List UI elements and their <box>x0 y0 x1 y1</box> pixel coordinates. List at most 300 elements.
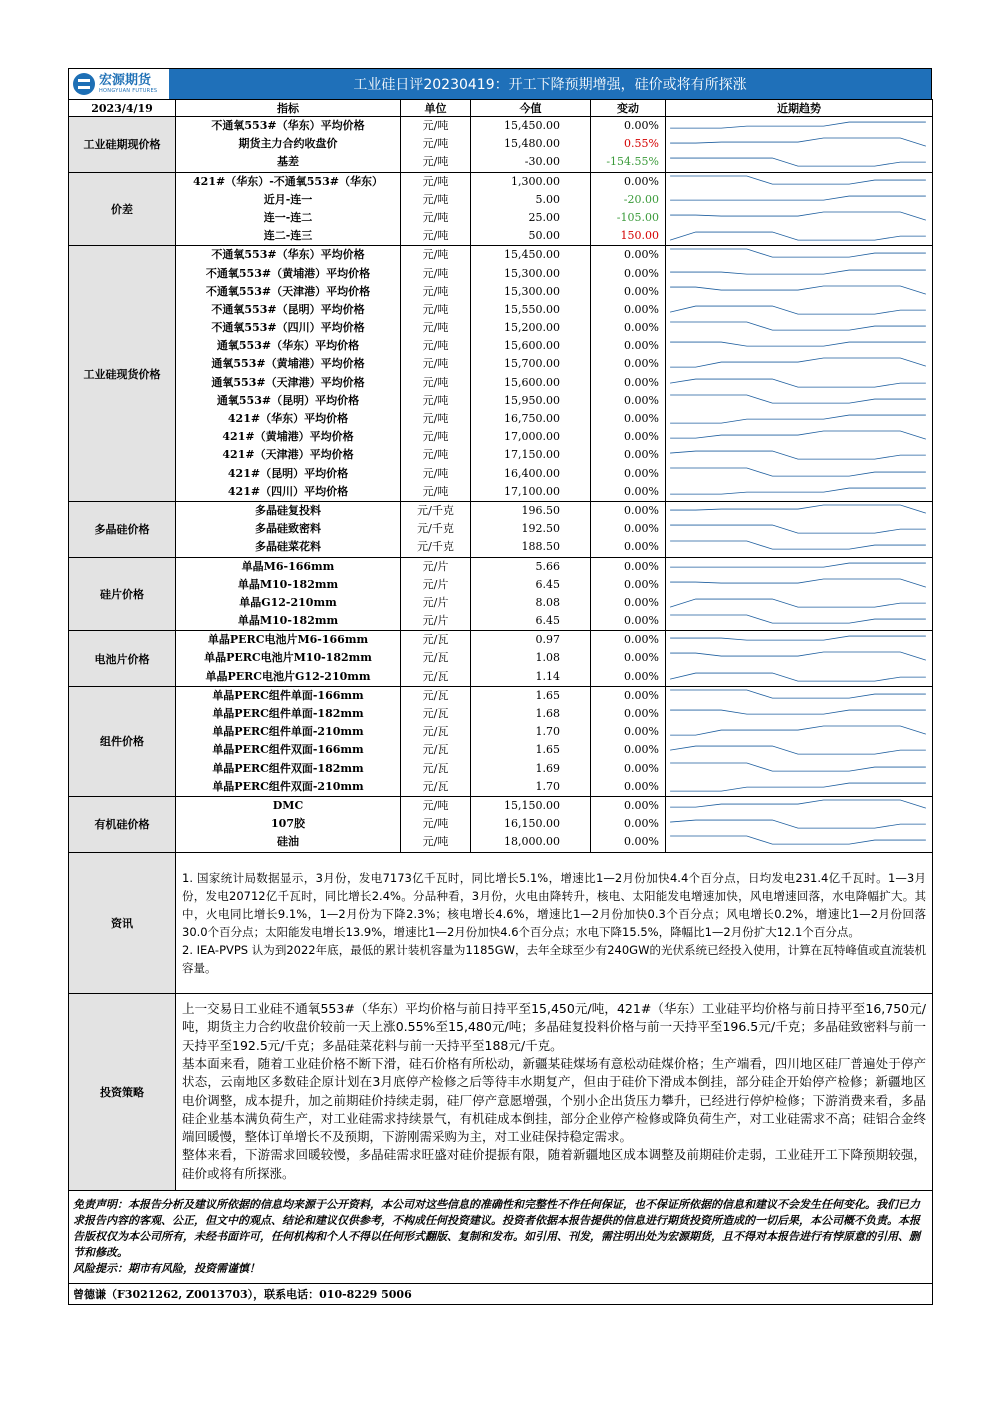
current-value: 50.00 <box>528 229 560 243</box>
trend-cell <box>666 392 932 410</box>
trend-sparkline <box>666 741 932 759</box>
section-changes <box>591 172 666 246</box>
trend-sparkline <box>666 576 932 594</box>
unit-label: 元/千克 <box>417 522 454 536</box>
trend-cell <box>666 538 932 556</box>
section-indicators <box>176 172 401 246</box>
trend-sparkline <box>666 778 932 796</box>
unit-label: 元/吨 <box>422 266 449 280</box>
change-value: 0.00% <box>624 633 659 647</box>
section-values <box>471 631 591 687</box>
change-value: 0.00% <box>624 577 659 591</box>
indicator-name: 单晶G12-210mm <box>239 595 337 609</box>
trend-cell <box>666 833 932 851</box>
indicator-name: 单晶M10-182mm <box>237 614 339 628</box>
trend-cell <box>666 135 932 153</box>
current-value: 15,600.00 <box>504 375 560 389</box>
trend-sparkline <box>666 538 932 556</box>
header-trend: 近期趋势 <box>666 100 933 117</box>
change-value: 0.00% <box>624 779 659 793</box>
section-values <box>471 557 591 631</box>
trend-sparkline <box>666 558 932 576</box>
trend-cell <box>666 594 932 612</box>
current-value: 15,300.00 <box>504 284 560 298</box>
trend-sparkline <box>666 374 932 392</box>
sparkline-path <box>670 615 926 623</box>
unit-label: 元/片 <box>422 559 449 573</box>
section-trends <box>666 501 933 557</box>
trend-cell <box>666 649 932 667</box>
sparkline-path <box>670 525 926 533</box>
indicator-name: 连二-连三 <box>263 229 313 243</box>
change-value: 0.00% <box>624 393 659 407</box>
section-indicators <box>176 557 401 631</box>
current-value: 1,300.00 <box>511 174 560 188</box>
header-value: 今值 <box>471 100 591 117</box>
sparkline-path <box>670 286 926 294</box>
current-value: 15,480.00 <box>504 137 560 151</box>
column-header-row <box>69 100 933 117</box>
change-value: 0.00% <box>624 375 659 389</box>
current-value: 15,450.00 <box>504 119 560 132</box>
change-value: 0.00% <box>624 448 659 462</box>
change-value: 0.00% <box>624 522 659 536</box>
current-value: 15,450.00 <box>504 248 560 262</box>
current-value: 18,000.00 <box>504 835 560 849</box>
indicator-name: 多晶硅致密料 <box>255 522 321 536</box>
unit-label: 元/吨 <box>422 119 449 132</box>
change-value: 0.00% <box>624 339 659 353</box>
indicator-name: 不通氧553#（天津港）平均价格 <box>205 284 371 298</box>
indicator-name: 单晶M6-166mm <box>241 559 335 573</box>
sparkline-path <box>670 636 926 640</box>
current-value: 16,150.00 <box>504 817 560 831</box>
trend-sparkline <box>666 392 932 410</box>
sparkline-path <box>670 395 926 403</box>
unit-label: 元/瓦 <box>422 779 449 793</box>
change-value: 0.00% <box>624 466 659 480</box>
trend-cell <box>666 631 932 649</box>
section-changes <box>591 501 666 557</box>
logo-text-en: HONGYUAN FUTURES <box>99 88 158 94</box>
unit-label: 元/吨 <box>422 798 449 812</box>
indicator-name: 通氧553#（黄埔港）平均价格 <box>211 357 365 371</box>
change-value: 0.00% <box>624 835 659 849</box>
unit-label: 元/吨 <box>422 155 449 169</box>
section-units <box>401 631 471 687</box>
current-value: 5.66 <box>535 559 560 573</box>
change-value: 0.00% <box>624 669 659 683</box>
section-indicators <box>176 631 401 687</box>
company-logo <box>69 69 169 99</box>
current-value: 1.70 <box>535 725 560 739</box>
section-values <box>471 117 591 173</box>
indicator-name: 单晶PERC组件双面-210mm <box>212 779 364 793</box>
section-values <box>471 172 591 246</box>
section-row <box>69 557 933 631</box>
change-value: 0.00% <box>624 761 659 775</box>
sparkline-path <box>670 232 926 240</box>
sparkline-path <box>670 652 926 660</box>
indicator-name: 421#（昆明）平均价格 <box>227 466 349 480</box>
change-value: 0.00% <box>624 302 659 316</box>
sparkline-path <box>670 212 926 220</box>
sparkline-path <box>670 673 926 681</box>
trend-cell <box>666 428 932 446</box>
unit-label: 元/吨 <box>422 210 449 224</box>
indicator-name: 通氧553#（天津港）平均价格 <box>211 375 365 389</box>
current-value: 15,200.00 <box>504 321 560 335</box>
trend-cell <box>666 483 932 501</box>
disclaimer-text: 免责声明：本报告分析及建议所依据的信息均来源于公开资料，本公司对这些信息的准确性和完整性不作任何保证，也不保证所依据的信息和建议不会发生任何变化。我们已力求报告内容的客观、公正，但文中的观点、结论和建议仅供参考，不构成任何投资建议。投资者依据本报告提供的信息进行期货投资所造成的一切后果，本公司概不负责。本报告版权仅为本公司所有，未经书面许可，任何机构和个人不得以任何形式翻版、复制和发布。如引用、刊发，需注明出处为宏源期货，且不得对本报告进行有悖原意的引用、删节和修改。 <box>73 1197 920 1259</box>
current-value: 1.14 <box>535 669 560 683</box>
trend-cell <box>666 723 932 741</box>
news-paragraph: 2. IEA-PVPS 认为到2022年底，最低的累计装机容量为1185GW，去年全球至少有240GW的光伏系统已经投入使用，计算在瓦特峰值或直流装机容量。 <box>182 942 926 975</box>
unit-label: 元/吨 <box>422 430 449 444</box>
section-row <box>69 796 933 852</box>
trend-sparkline <box>666 301 932 319</box>
sparkline-path <box>670 563 926 567</box>
change-value: 0.00% <box>624 503 659 517</box>
sparkline-path <box>670 505 926 513</box>
unit-label: 元/片 <box>422 577 449 591</box>
section-trends <box>666 631 933 687</box>
strategy-paragraph: 整体来看，下游需求回暖较慢，多晶硅需求旺盛对硅价提振有限，随着新疆地区成本调整及前期硅价走弱，工业硅开工下降预期较强，硅价或将有所探涨。 <box>182 1147 926 1181</box>
indicator-name: 多晶硅复投料 <box>255 503 321 517</box>
sparkline-path <box>670 541 926 549</box>
trend-sparkline <box>666 355 932 373</box>
sparkline-path <box>670 746 926 754</box>
risk-warning: 风险提示：期市有风险，投资需谨慎！ <box>73 1261 260 1275</box>
change-value: 0.00% <box>624 321 659 335</box>
current-value: 17,100.00 <box>504 484 560 498</box>
section-units <box>401 117 471 173</box>
current-value: 1.70 <box>535 779 560 793</box>
current-value: 1.68 <box>535 707 560 720</box>
current-value: 192.50 <box>521 522 560 536</box>
unit-label: 元/吨 <box>422 229 449 243</box>
header-indicator: 指标 <box>176 100 401 117</box>
report-title: 工业硅日评20230419：开工下降预期增强，硅价或将有所探涨 <box>169 69 931 99</box>
change-value: 0.00% <box>624 743 659 757</box>
sparkline-path <box>670 270 926 274</box>
section-values <box>471 686 591 796</box>
sparkline-path <box>670 358 926 367</box>
trend-sparkline <box>666 687 932 705</box>
section-changes <box>591 246 666 502</box>
section-units <box>401 557 471 631</box>
indicator-name: 连一-连二 <box>263 210 313 224</box>
trend-cell <box>666 576 932 594</box>
unit-label: 元/吨 <box>422 466 449 480</box>
trend-cell <box>666 760 932 778</box>
trend-cell <box>666 337 932 355</box>
sparkline-path <box>670 488 926 494</box>
trend-sparkline <box>666 410 932 428</box>
trend-cell <box>666 374 932 392</box>
section-indicators <box>176 117 401 173</box>
current-value: 17,150.00 <box>504 448 560 462</box>
sparkline-path <box>670 451 926 459</box>
trend-sparkline <box>666 153 932 171</box>
trend-sparkline <box>666 631 932 649</box>
trend-cell <box>666 558 932 576</box>
disclaimer-row <box>69 1190 933 1283</box>
sparkline-path <box>670 322 926 330</box>
section-category: 工业硅期现价格 <box>69 117 176 173</box>
report-header <box>68 68 932 99</box>
indicator-name: 不通氧553#（昆明）平均价格 <box>211 302 365 316</box>
change-value: 0.00% <box>624 559 659 573</box>
trend-cell <box>666 301 932 319</box>
strategy-paragraph: 基本面来看，随着工业硅价格不断下滑，硅石价格有所松动，新疆某硅煤场有意松动硅煤价格；生产端看，四川地区硅厂普遍处于停产状态，云南地区多数硅企原计划在3月底停产检修之后等待丰水期复产，但由于硅价下滑成本倒挂，部分硅企开始停产检修；新疆地区电价调整，成本提升，加之前期硅价持续走弱，硅厂停产意愿增强，个别小企出货压力攀升，已经进行停炉检修；下游消费来看，多晶硅企业基本满负荷生产，对工业硅需求持续景气，有机硅成本倒挂，部分企业停产检修或降负荷生产，对工业硅需求不高；硅铝合金终端回暖慢，整体订单增长不及预期，下游刚需采购为主，对工业硅保持稳定需求。 <box>182 1055 926 1145</box>
section-changes <box>591 631 666 687</box>
unit-label: 元/吨 <box>422 284 449 298</box>
section-changes <box>591 796 666 852</box>
change-value: -154.55% <box>606 155 659 169</box>
change-value: 0.00% <box>624 119 659 132</box>
current-value: 8.08 <box>535 595 560 609</box>
section-indicators <box>176 796 401 852</box>
trend-cell <box>666 797 932 815</box>
trend-cell <box>666 668 932 686</box>
current-value: 0.97 <box>535 633 560 647</box>
unit-label: 元/瓦 <box>422 725 449 739</box>
change-value: 0.00% <box>624 798 659 812</box>
unit-label: 元/千克 <box>417 503 454 517</box>
indicator-name: 多晶硅菜花料 <box>255 540 321 554</box>
section-trends <box>666 557 933 631</box>
trend-cell <box>666 227 932 245</box>
unit-label: 元/吨 <box>422 817 449 831</box>
sparkline-path <box>670 138 926 146</box>
section-row <box>69 501 933 557</box>
trend-sparkline <box>666 209 932 227</box>
trend-sparkline <box>666 833 932 851</box>
sparkline-path <box>670 783 926 791</box>
unit-label: 元/吨 <box>422 192 449 206</box>
section-trends <box>666 246 933 502</box>
logo-text-cn: 宏源期货 <box>99 73 152 88</box>
contact-info: 曾德谦（F3021262, Z0013703），联系电话：010-8229 5006 <box>69 1283 933 1304</box>
trend-sparkline <box>666 446 932 464</box>
trend-cell <box>666 117 932 135</box>
unit-label: 元/吨 <box>422 137 449 151</box>
trend-cell <box>666 612 932 630</box>
change-value: 0.00% <box>624 595 659 609</box>
indicator-name: 近月-连一 <box>263 192 313 206</box>
trend-sparkline <box>666 612 932 630</box>
indicator-name: 421#（华东）平均价格 <box>227 412 349 425</box>
trend-sparkline <box>666 815 932 833</box>
sparkline-path <box>670 122 926 128</box>
current-value: 15,700.00 <box>504 357 560 371</box>
trend-cell <box>666 815 932 833</box>
section-units <box>401 686 471 796</box>
trend-sparkline <box>666 668 932 686</box>
unit-label: 元/瓦 <box>422 761 449 775</box>
change-value: -20.00 <box>623 192 659 206</box>
change-value: 0.00% <box>624 284 659 298</box>
indicator-name: DMC <box>272 798 304 812</box>
indicator-name: 单晶M10-182mm <box>237 577 339 591</box>
trend-cell <box>666 502 932 520</box>
indicator-name: 单晶PERC组件双面-166mm <box>212 743 364 757</box>
change-value: 0.00% <box>624 817 659 831</box>
sparkline-path <box>670 726 926 735</box>
trend-sparkline <box>666 135 932 153</box>
trend-cell <box>666 191 932 209</box>
change-value: 0.00% <box>624 725 659 739</box>
trend-sparkline <box>666 246 932 264</box>
sparkline-path <box>670 431 926 439</box>
unit-label: 元/吨 <box>422 248 449 262</box>
trend-sparkline <box>666 191 932 209</box>
trend-cell <box>666 446 932 464</box>
indicator-name: 基差 <box>277 155 299 169</box>
section-row <box>69 686 933 796</box>
sparkline-path <box>670 836 926 844</box>
current-value: 15,300.00 <box>504 266 560 280</box>
section-category: 有机硅价格 <box>69 796 176 852</box>
section-trends <box>666 796 933 852</box>
trend-sparkline <box>666 283 932 301</box>
section-trends <box>666 117 933 173</box>
indicator-name: 单晶PERC电池片G12-210mm <box>205 669 371 683</box>
sparkline-path <box>670 196 926 200</box>
trend-sparkline <box>666 594 932 612</box>
daily-report <box>68 68 932 1305</box>
current-value: 196.50 <box>521 503 560 517</box>
section-row <box>69 631 933 687</box>
contact-row <box>69 1283 933 1304</box>
indicator-name: 单晶PERC组件单面-166mm <box>212 688 364 702</box>
trend-cell <box>666 465 932 483</box>
section-values <box>471 501 591 557</box>
current-value: 16,750.00 <box>504 412 560 425</box>
change-value: 0.00% <box>624 412 659 425</box>
current-value: 1.69 <box>535 761 560 775</box>
trend-sparkline <box>666 428 932 446</box>
trend-sparkline <box>666 520 932 538</box>
current-value: -30.00 <box>524 155 560 169</box>
unit-label: 元/片 <box>422 614 449 628</box>
section-row <box>69 117 933 173</box>
unit-label: 元/瓦 <box>422 669 449 683</box>
unit-label: 元/吨 <box>422 302 449 316</box>
current-value: 16,400.00 <box>504 466 560 480</box>
indicator-name: 107胶 <box>271 817 305 831</box>
header-unit: 单位 <box>401 100 471 117</box>
change-value: 0.00% <box>624 357 659 371</box>
change-value: 0.00% <box>624 484 659 498</box>
change-value: 0.00% <box>624 174 659 188</box>
indicator-name: 硅油 <box>277 835 299 849</box>
section-changes <box>591 686 666 796</box>
trend-cell <box>666 705 932 723</box>
change-value: 0.00% <box>624 707 659 720</box>
change-value: 0.00% <box>624 248 659 262</box>
change-value: 0.00% <box>624 688 659 702</box>
section-units <box>401 172 471 246</box>
strategy-label: 投资策略 <box>69 993 176 1190</box>
indicator-name: 单晶PERC组件单面-182mm <box>212 707 364 720</box>
trend-sparkline <box>666 705 932 723</box>
change-value: 0.00% <box>624 540 659 554</box>
trend-cell <box>666 319 932 337</box>
section-units <box>401 796 471 852</box>
trend-sparkline <box>666 265 932 283</box>
trend-sparkline <box>666 760 932 778</box>
news-row <box>69 852 933 993</box>
disclaimer <box>69 1190 933 1283</box>
sparkline-path <box>670 306 926 314</box>
strategy-paragraph: 上一交易日工业硅不通氧553#（华东）平均价格与前日持平至15,450元/吨，421#（华东）工业硅平均价格与前日持平至16,750元/吨，期货主力合约收盘价较前一天上涨0.55%至15,480元/吨；多晶硅复投料价格与前一天持平至196.5元/千克；多晶硅致密料与前一天持平至192.5元/千克；多晶硅菜花料与前一天持平至188元/千克。 <box>182 1001 926 1053</box>
sparkline-path <box>670 249 926 257</box>
sparkline-path <box>670 820 926 828</box>
unit-label: 元/瓦 <box>422 651 449 665</box>
section-category: 多晶硅价格 <box>69 501 176 557</box>
section-indicators <box>176 501 401 557</box>
current-value: 15,950.00 <box>504 393 560 407</box>
header-change: 变动 <box>591 100 666 117</box>
indicator-name: 单晶PERC电池片M6-166mm <box>207 633 369 647</box>
change-value: 150.00 <box>620 229 659 243</box>
section-trends <box>666 686 933 796</box>
sparkline-path <box>670 158 926 166</box>
news-label: 资讯 <box>69 852 176 993</box>
indicator-name: 通氧553#（华东）平均价格 <box>216 339 360 353</box>
trend-cell <box>666 283 932 301</box>
unit-label: 元/吨 <box>422 375 449 389</box>
section-row <box>69 246 933 502</box>
trend-cell <box>666 246 932 264</box>
section-indicators <box>176 246 401 502</box>
sparkline-path <box>670 690 926 698</box>
indicator-name: 期货主力合约收盘价 <box>238 137 338 151</box>
unit-label: 元/吨 <box>422 321 449 335</box>
sparkline-path <box>670 800 926 808</box>
unit-label: 元/瓦 <box>422 707 449 720</box>
trend-sparkline <box>666 319 932 337</box>
indicator-name: 不通氧553#（华东）平均价格 <box>211 119 365 132</box>
indicator-name: 单晶PERC电池片M10-182mm <box>204 651 372 665</box>
trend-sparkline <box>666 337 932 355</box>
section-category: 组件价格 <box>69 686 176 796</box>
section-indicators <box>176 686 401 796</box>
trend-sparkline <box>666 465 932 483</box>
current-value: 15,150.00 <box>504 798 560 812</box>
current-value: 15,600.00 <box>504 339 560 353</box>
indicator-name: 421#（华东）-不通氧553#（华东） <box>193 174 383 188</box>
sparkline-path <box>670 342 926 346</box>
current-value: 17,000.00 <box>504 430 560 444</box>
current-value: 1.65 <box>535 743 560 757</box>
unit-label: 元/瓦 <box>422 743 449 757</box>
current-value: 188.50 <box>521 540 560 554</box>
change-value: 0.00% <box>624 614 659 628</box>
news-text <box>176 852 933 993</box>
section-row <box>69 172 933 246</box>
section-units <box>401 501 471 557</box>
trend-sparkline <box>666 227 932 245</box>
trend-sparkline <box>666 483 932 501</box>
current-value: 1.65 <box>535 688 560 702</box>
change-value: 0.00% <box>624 651 659 665</box>
section-category: 工业硅现货价格 <box>69 246 176 502</box>
section-category: 硅片价格 <box>69 557 176 631</box>
trend-sparkline <box>666 797 932 815</box>
